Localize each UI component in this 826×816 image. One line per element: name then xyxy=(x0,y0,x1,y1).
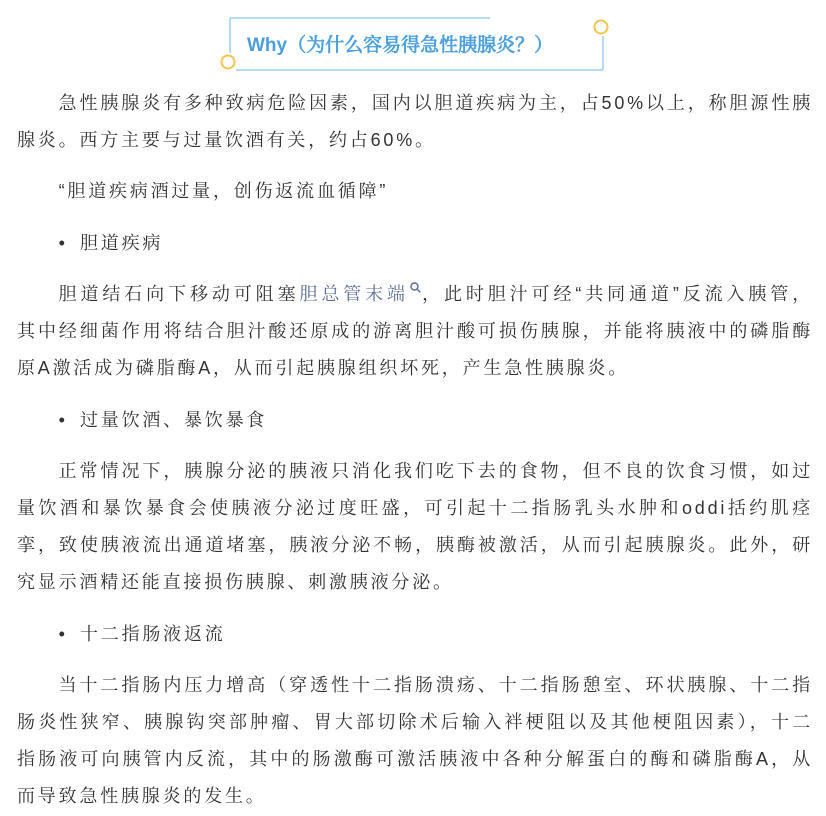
mnemonic-paragraph xyxy=(17,173,813,210)
text-after-link: ，此时胆汁可经“共同通道”反流入胰管， xyxy=(420,284,813,304)
bullet-dot: • xyxy=(58,409,65,430)
bullet-heading-alcohol xyxy=(17,402,813,439)
intro-paragraph xyxy=(17,85,813,159)
bullet-heading-text: 十二指肠液返流 xyxy=(79,623,226,644)
common-bile-duct-link[interactable]: 胆总管末端 xyxy=(299,284,409,304)
search-icon-handle xyxy=(417,289,420,292)
bullet-heading-text: 过量饮酒、暴饮暴食 xyxy=(79,409,268,430)
paragraph-line: 肠炎性狭窄、胰腺钩突部肿瘤、胃大部切除术后输入袢梗阻以及其他梗阻因素），十二 xyxy=(17,712,813,732)
bullet-dot: • xyxy=(58,232,65,253)
paragraph-line xyxy=(17,276,813,313)
intro-line: 腺炎。西方主要与过量饮酒有关，约占60%。 xyxy=(17,129,436,150)
bullet-heading-text: 胆道疾病 xyxy=(79,232,164,253)
bullet-dot: • xyxy=(58,623,65,644)
search-icon-lens xyxy=(411,283,418,290)
alcohol-paragraph xyxy=(17,453,813,601)
frame-accent-circle-top-right xyxy=(595,21,608,34)
paragraph-line: 究显示酒精还能直接损伤胰腺、刺激胰液分泌。 xyxy=(17,572,454,592)
mnemonic-quote: “胆道疾病酒过量，创伤返流血循障” xyxy=(58,181,389,201)
duodenal-reflux-paragraph xyxy=(17,667,813,815)
text-before-link: 胆道结石向下移动可阻塞 xyxy=(58,284,300,304)
search-icon[interactable] xyxy=(410,282,421,293)
bullet-heading-biliary xyxy=(17,225,813,262)
paragraph-line: 正常情况下，胰腺分泌的胰液只消化我们吃下去的食物，但不良的饮食习惯，如过 xyxy=(58,461,813,481)
paragraph-line: 当十二指肠内压力增高（穿透性十二指肠溃疡、十二指肠憩室、环状胰腺、十二指 xyxy=(58,675,813,695)
section-title: Why（为什么容易得急性胰腺炎？） xyxy=(247,35,554,56)
paragraph-line: 量饮酒和暴饮暴食会使胰液分泌过度旺盛，可引起十二指肠乳头水肿和oddi括约肌痉 xyxy=(17,498,813,518)
paragraph-line: 原A激活成为磷脂酶A，从而引起胰腺组织坏死，产生急性胰腺炎。 xyxy=(17,358,630,378)
frame-accent-circle-bottom-left xyxy=(222,56,235,69)
paragraph-line: 其中经细菌作用将结合胆汁酸还原成的游离胆汁酸可损伤胰腺，并能将胰液中的磷脂酶 xyxy=(17,321,813,341)
paragraph-line: 挛，致使胰液流出通道堵塞，胰液分泌不畅，胰酶被激活，从而引起胰腺炎。此外，研 xyxy=(17,535,813,555)
paragraph-line: 指肠液可向胰管内反流，其中的肠激酶可激活胰液中各种分解蛋白的酶和磷脂酶A，从 xyxy=(17,749,813,769)
intro-line: 急性胰腺炎有多种致病危险因素，国内以胆道疾病为主，占50%以上，称胆源性胰 xyxy=(58,92,813,113)
biliary-paragraph xyxy=(17,276,813,387)
paragraph-line: 而导致急性胰腺炎的发生。 xyxy=(17,786,267,806)
article-body xyxy=(17,85,813,816)
bullet-heading-duodenal-reflux xyxy=(17,616,813,653)
